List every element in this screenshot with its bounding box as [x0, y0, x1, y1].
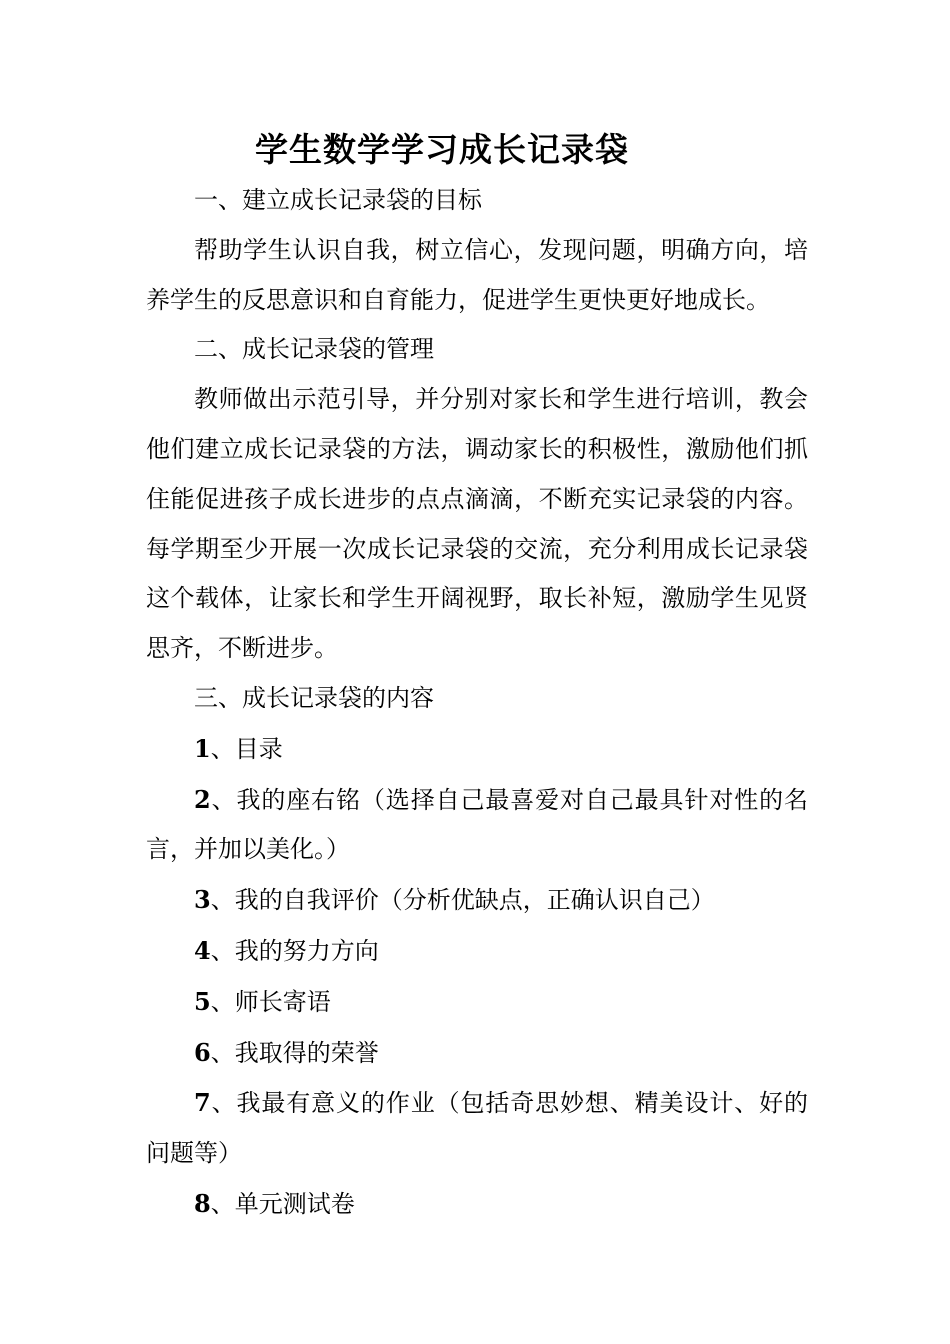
list-item-text: 、我取得的荣誉 [210, 1038, 379, 1067]
list-item [146, 926, 808, 977]
list-item [146, 724, 808, 775]
list-item-number: 2 [194, 784, 211, 814]
list-item-number: 5 [194, 986, 211, 1016]
list-item [146, 977, 808, 1028]
paragraph-management: 教师做出示范引导，并分别对家长和学生进行培训，教会他们建立成长记录袋的方法，调动家长的积极性，激励他们抓住能促进孩子成长进步的点点滴滴，不断充实记录袋的内容。每学期至少开展一次成长记录袋的交流，充分利用成长记录袋这个载体，让家长和学生开阔视野，取长补短，激励学生见贤思齐，不断进步。 [146, 385, 808, 663]
list-item-number: 1 [194, 733, 211, 763]
list-item-number: 4 [194, 935, 211, 965]
list-item-number: 7 [194, 1088, 211, 1118]
list-item [146, 1028, 808, 1079]
list-item-number: 8 [194, 1188, 211, 1218]
list-item [146, 1078, 808, 1179]
list-item [146, 1179, 808, 1230]
list-item-text: 、目录 [210, 734, 283, 763]
section-heading-content: 三、成长记录袋的内容 [194, 683, 434, 712]
list-item [146, 775, 808, 876]
section-heading-goal: 一、建立成长记录袋的目标 [194, 186, 482, 214]
list-item-text: 、我的努力方向 [210, 936, 379, 965]
list-item-text: 、师长寄语 [210, 987, 331, 1016]
list-item-number: 6 [194, 1037, 211, 1067]
list-item [146, 875, 808, 926]
document-body [146, 176, 808, 1230]
document-title: 学生数学学习成长记录袋 [255, 130, 629, 169]
list-item-text: 、我的自我评价（分析优缺点，正确认识自己） [210, 886, 715, 915]
list-item-number: 3 [194, 885, 211, 915]
paragraph-goal: 帮助学生认识自我，树立信心，发现问题，明确方向，培养学生的反思意识和自育能力，促进学生更快更好地成长。 [146, 235, 808, 314]
list-item-text: 、单元测试卷 [210, 1189, 355, 1218]
section-heading-management: 二、成长记录袋的管理 [194, 335, 434, 364]
list-item-text: 、我的座右铭（选择自己最喜爱对自己最具针对性的名言，并加以美化。） [146, 785, 808, 864]
list-item-text: 、我最有意义的作业（包括奇思妙想、精美设计、好的问题等） [146, 1089, 808, 1168]
